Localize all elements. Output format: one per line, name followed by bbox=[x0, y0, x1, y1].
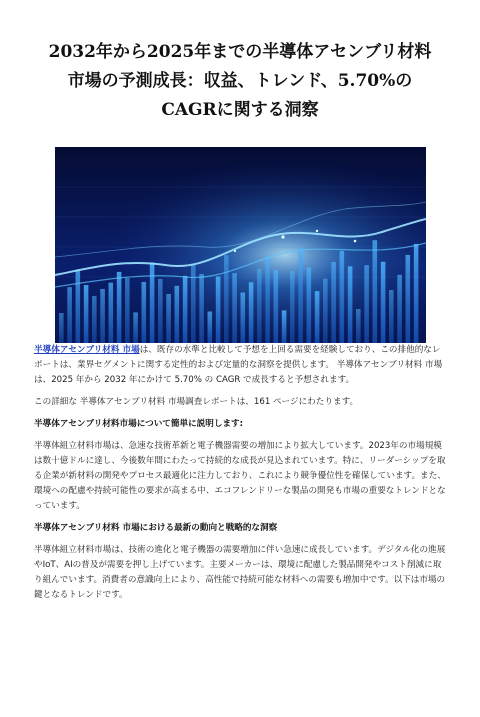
hero-bar bbox=[290, 271, 295, 343]
title-line-1: 2032年から2025年までの半導体アセンブリ材料 bbox=[48, 42, 432, 62]
section-1-heading: 半導体アセンブリ材料市場について簡単に説明します: bbox=[34, 419, 244, 429]
hero-bar bbox=[356, 309, 361, 343]
page-title bbox=[34, 38, 446, 125]
hero-bar bbox=[347, 266, 352, 343]
hero-bar bbox=[323, 279, 328, 343]
hero-bar bbox=[265, 258, 270, 343]
hero-bar bbox=[207, 312, 212, 344]
hero-bar bbox=[199, 274, 204, 343]
hero-bar bbox=[141, 282, 146, 343]
hero-bar bbox=[158, 279, 163, 343]
hero-bar bbox=[92, 296, 97, 343]
hero-bar bbox=[125, 278, 130, 343]
section-2-heading: 半導体アセンブリ材料 市場における最新の動向と戦略的な洞察 bbox=[34, 523, 278, 533]
hero-bar bbox=[100, 289, 105, 343]
hero-bar bbox=[413, 244, 418, 343]
hero-bar bbox=[215, 277, 220, 344]
section-2-body: 半導体組立材料市場は、技術の進化と電子機器の需要増加に伴い急速に成長しています。デジタル化の進展やIoT、AIの普及が需要を押し上げています。主要メーカーは、環境に配慮した製品開発やコスト削減に取り組んでいます。消費者の意識向上により、高性能で持続可能な材料への需要も増加中です。以下は市場の鍵となるトレンドです。 bbox=[34, 545, 446, 600]
hero-bar bbox=[339, 251, 344, 343]
hero-image bbox=[55, 147, 426, 343]
hero-bar bbox=[364, 265, 369, 343]
hero-bar bbox=[248, 282, 253, 343]
hero-bar bbox=[331, 262, 336, 343]
hero-bar bbox=[273, 270, 278, 343]
hero-bar bbox=[83, 285, 88, 343]
hero-bar bbox=[224, 255, 229, 343]
hero-bar bbox=[240, 293, 245, 344]
title-line-2: 市場の予測成長：収益、トレンド、5.70%の bbox=[67, 71, 413, 91]
intro-paragraph bbox=[34, 343, 446, 388]
hero-bar bbox=[306, 267, 311, 343]
hero-bar bbox=[257, 269, 262, 343]
hero-bar bbox=[405, 255, 410, 343]
hero-bar bbox=[314, 291, 319, 343]
title-line-3: CAGRに関する洞察 bbox=[161, 100, 319, 120]
hero-bar bbox=[380, 262, 385, 343]
hero-bar bbox=[75, 270, 80, 343]
hero-bar bbox=[133, 312, 138, 343]
document-page bbox=[0, 38, 480, 717]
hero-bar bbox=[166, 294, 171, 343]
hero-bar bbox=[116, 272, 121, 343]
hero-bar bbox=[67, 287, 72, 343]
hero-bar bbox=[191, 265, 196, 343]
report-note: この詳細な 半導体アセンブリ材料 市場調査レポートは、161 ページにわたります。 bbox=[34, 397, 359, 407]
hero-bar bbox=[389, 290, 394, 343]
hero-bar bbox=[174, 286, 179, 343]
market-link[interactable]: 半導体アセンブリ材料 市場 bbox=[34, 345, 140, 355]
section-1-body: 半導体組立材料市場は、急速な技術革新と電子機器需要の増加により拡大しています。2023年の市場規模は数十億ドルに達し、今後数年間にわたって持続的な成長が見込まれています。特に、リーダーシップを取る企業が新材料の開発やプロセス最適化に注力しており、これにより競争優位性を確保しています。また、環境への配慮や持続可能性の要求が高まる中、エコフレンドリーな製品の開発も市場の重要なトレンドとなっています。 bbox=[34, 441, 446, 511]
hero-bar bbox=[149, 263, 154, 344]
hero-bar bbox=[232, 273, 237, 343]
hero-bar bbox=[397, 275, 402, 343]
hero-bar bbox=[298, 248, 303, 343]
intro-text: は、既存の水準と比較して予想を上回る需要を経験しており、この排他的なレポートは、業界セグメントに関する定性的および定量的な洞察を提供します。 半導体アセンブリ材料 市場は、2025 年から 2032 年にかけて 5.70% の CAGR で成長すると予想されます。 bbox=[34, 345, 443, 385]
hero-bar bbox=[182, 276, 187, 343]
hero-bar bbox=[59, 313, 64, 343]
hero-bar bbox=[372, 240, 377, 343]
hero-bar bbox=[281, 310, 286, 343]
hero-bar bbox=[108, 283, 113, 343]
